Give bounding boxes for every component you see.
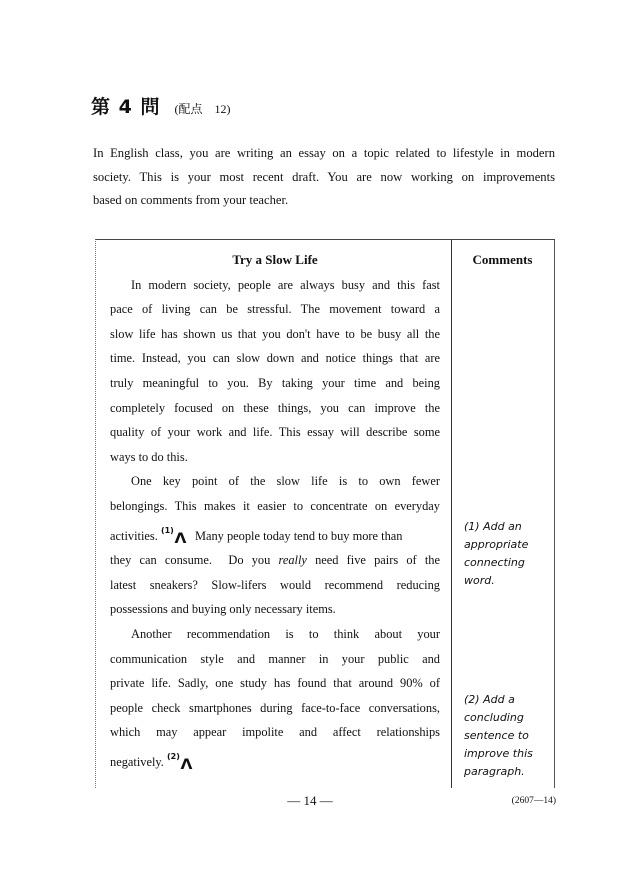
comment-line: paragraph. — [464, 765, 525, 778]
intro-line: based on comments from your teacher. — [93, 193, 289, 207]
essay-text: activities. — [110, 528, 158, 543]
essay-line: people check smartphones during face-to-face conversations, — [110, 700, 440, 715]
emphasis-really: really — [278, 553, 307, 568]
essay-line — [110, 548, 440, 573]
essay-line: quality of your work and life. This essay will describe some — [110, 425, 440, 440]
essay-paragraph-2 — [110, 469, 440, 622]
essay-line: truly meaningful to you. By taking your time and being — [110, 375, 440, 390]
comment-line: connecting — [464, 556, 525, 569]
essay-line — [110, 519, 440, 549]
exam-code: (2607—14) — [511, 796, 556, 806]
insertion-mark-2: (2) — [167, 751, 180, 761]
essay-line: ways to do this. — [110, 449, 188, 464]
essay-line: completely focused on these things, you can improve the — [110, 400, 440, 415]
page-number: — 14 — — [287, 793, 333, 808]
essay-line: belongings. This makes it easier to concentrate on everyday — [110, 498, 440, 513]
insertion-mark-1: (1) — [160, 525, 174, 535]
essay-line: time. Instead, you can slow down and notice things that are — [110, 351, 440, 366]
essay-line: latest sneakers? Slow-lifers would recommend reducing — [110, 577, 440, 592]
essay-line: One key point of the slow life is to own fewer — [131, 474, 440, 489]
essay-line: slow life has shown us that you don't have to be busy all the — [110, 326, 440, 341]
essay-text: they can consume. Do you — [110, 553, 279, 568]
essay-paragraph-1 — [110, 273, 440, 470]
essay-line: In modern society, people are always busy and this fast — [131, 277, 440, 292]
comments-header: Comments — [472, 252, 533, 267]
comment-line: (2) Add a — [464, 693, 515, 706]
essay-column — [110, 248, 440, 774]
essay-line — [110, 745, 440, 775]
caret-icon: Λ — [180, 756, 193, 773]
intro-line: society. This is your most recent draft. You are now working on improvements — [93, 169, 555, 184]
question-number: 第 4 問 — [91, 96, 161, 118]
essay-line: pace of living can be stressful. The movement toward a — [110, 302, 440, 317]
column-divider — [451, 240, 452, 788]
essay-line: which may appear impolite and affect relationships — [110, 725, 440, 740]
essay-table — [95, 239, 555, 788]
intro-paragraph — [93, 142, 555, 213]
comment-1 — [464, 518, 552, 590]
points-label: (配点 12) — [174, 102, 231, 116]
comment-line: appropriate — [464, 538, 529, 551]
essay-line: possessions and buying only necessary items. — [110, 602, 336, 617]
question-heading — [91, 92, 230, 119]
essay-paragraph-3 — [110, 622, 440, 775]
essay-line: communication style and manner in your public and — [110, 651, 440, 666]
essay-line: private life. Sadly, one study has found that around 90% of — [110, 676, 440, 691]
intro-line: In English class, you are writing an essay on a topic related to lifestyle in modern — [93, 146, 555, 160]
comment-line: concluding — [464, 711, 524, 724]
essay-title: Try a Slow Life — [232, 252, 318, 267]
comment-line: (1) Add an — [464, 520, 522, 533]
essay-text: negatively. — [110, 754, 164, 769]
caret-icon: Λ — [174, 530, 187, 547]
comment-line: improve this — [464, 747, 533, 760]
comment-line: word. — [464, 574, 495, 587]
essay-text: Many people today tend to buy more than — [194, 528, 403, 543]
comment-2 — [464, 691, 552, 781]
essay-text: need five pairs of the — [306, 553, 440, 568]
comment-line: sentence to — [464, 729, 529, 742]
essay-line: Another recommendation is to think about your — [131, 626, 440, 641]
